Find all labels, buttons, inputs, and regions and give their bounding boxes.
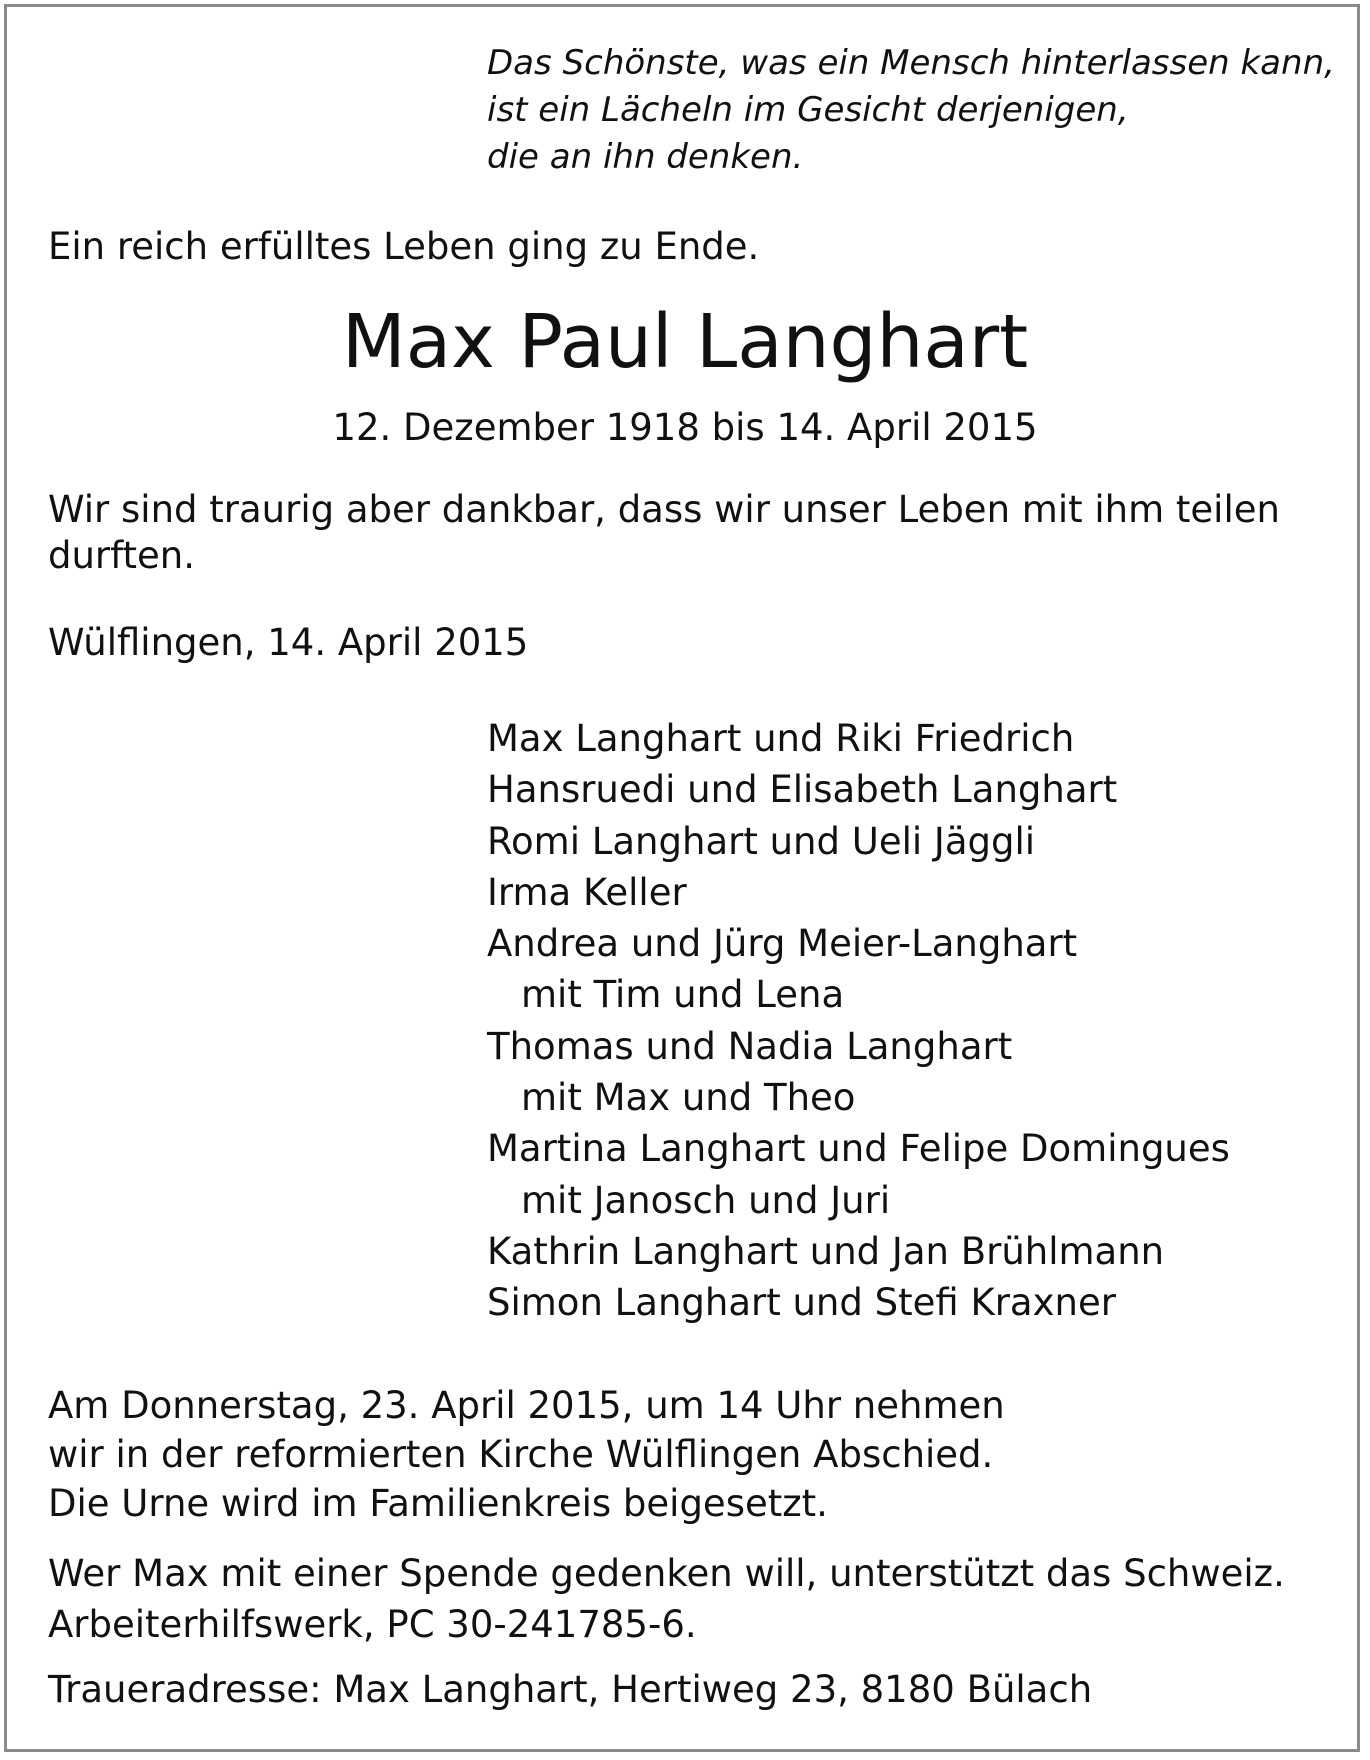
mourner-entry: Martina Langhart und Felipe Domingues	[487, 1127, 1230, 1171]
mourner-entry: Kathrin Langhart und Jan Brühlmann	[487, 1229, 1165, 1273]
mourner-entry: Max Langhart und Riki Friedrich	[487, 717, 1075, 760]
epigraph-quote	[487, 40, 1335, 181]
mourner-children: mit Janosch und Juri	[521, 1178, 891, 1222]
mourner-entry: Simon Langhart und Stefi Kraxner	[487, 1281, 1116, 1325]
service-line: wir in der reformierten Kirche Wülflingen Abschied.	[48, 1433, 994, 1476]
place-date: Wülflingen, 14. April 2015	[48, 621, 529, 664]
service-line: Die Urne wird im Familienkreis beigesetzt.	[48, 1482, 828, 1525]
mourner-children: mit Max und Theo	[521, 1076, 856, 1120]
mourning-address: Traueradresse: Max Langhart, Hertiweg 23, 8180 Bülach	[48, 1668, 1093, 1711]
life-dates: 12. Dezember 1918 bis 14. April 2015	[332, 406, 1038, 449]
quote-line: ist ein Lächeln im Gesicht derjenigen,	[487, 90, 1129, 130]
deceased-name: Max Paul Langhart	[341, 299, 1029, 385]
mourners-list	[487, 713, 1230, 1329]
thanks-paragraph	[48, 487, 1280, 579]
mourner-entry: Thomas und Nadia Langhart	[487, 1024, 1013, 1068]
mourner-entry: Irma Keller	[487, 870, 687, 914]
donation-notice	[48, 1548, 1285, 1650]
mourner-entry: Hansruedi und Elisabeth Langhart	[487, 768, 1118, 812]
thanks-line: durften.	[48, 534, 196, 577]
donation-line: Arbeiterhilfswerk, PC 30-241785-6.	[48, 1603, 697, 1646]
mourner-entry: Andrea und Jürg Meier-Langhart	[487, 922, 1078, 966]
service-notice	[48, 1381, 1005, 1528]
thanks-line: Wir sind traurig aber dankbar, dass wir unser Leben mit ihm teilen	[48, 488, 1280, 531]
mourner-children: mit Tim und Lena	[521, 973, 845, 1017]
service-line: Am Donnerstag, 23. April 2015, um 14 Uhr nehmen	[48, 1384, 1005, 1427]
quote-line: Das Schönste, was ein Mensch hinterlassen kann,	[487, 43, 1335, 83]
donation-line: Wer Max mit einer Spende gedenken will, unterstützt das Schweiz.	[48, 1552, 1285, 1595]
intro-text: Ein reich erfülltes Leben ging zu Ende.	[48, 225, 760, 268]
quote-line: die an ihn denken.	[487, 137, 804, 177]
mourner-entry: Romi Langhart und Ueli Jäggli	[487, 819, 1036, 863]
